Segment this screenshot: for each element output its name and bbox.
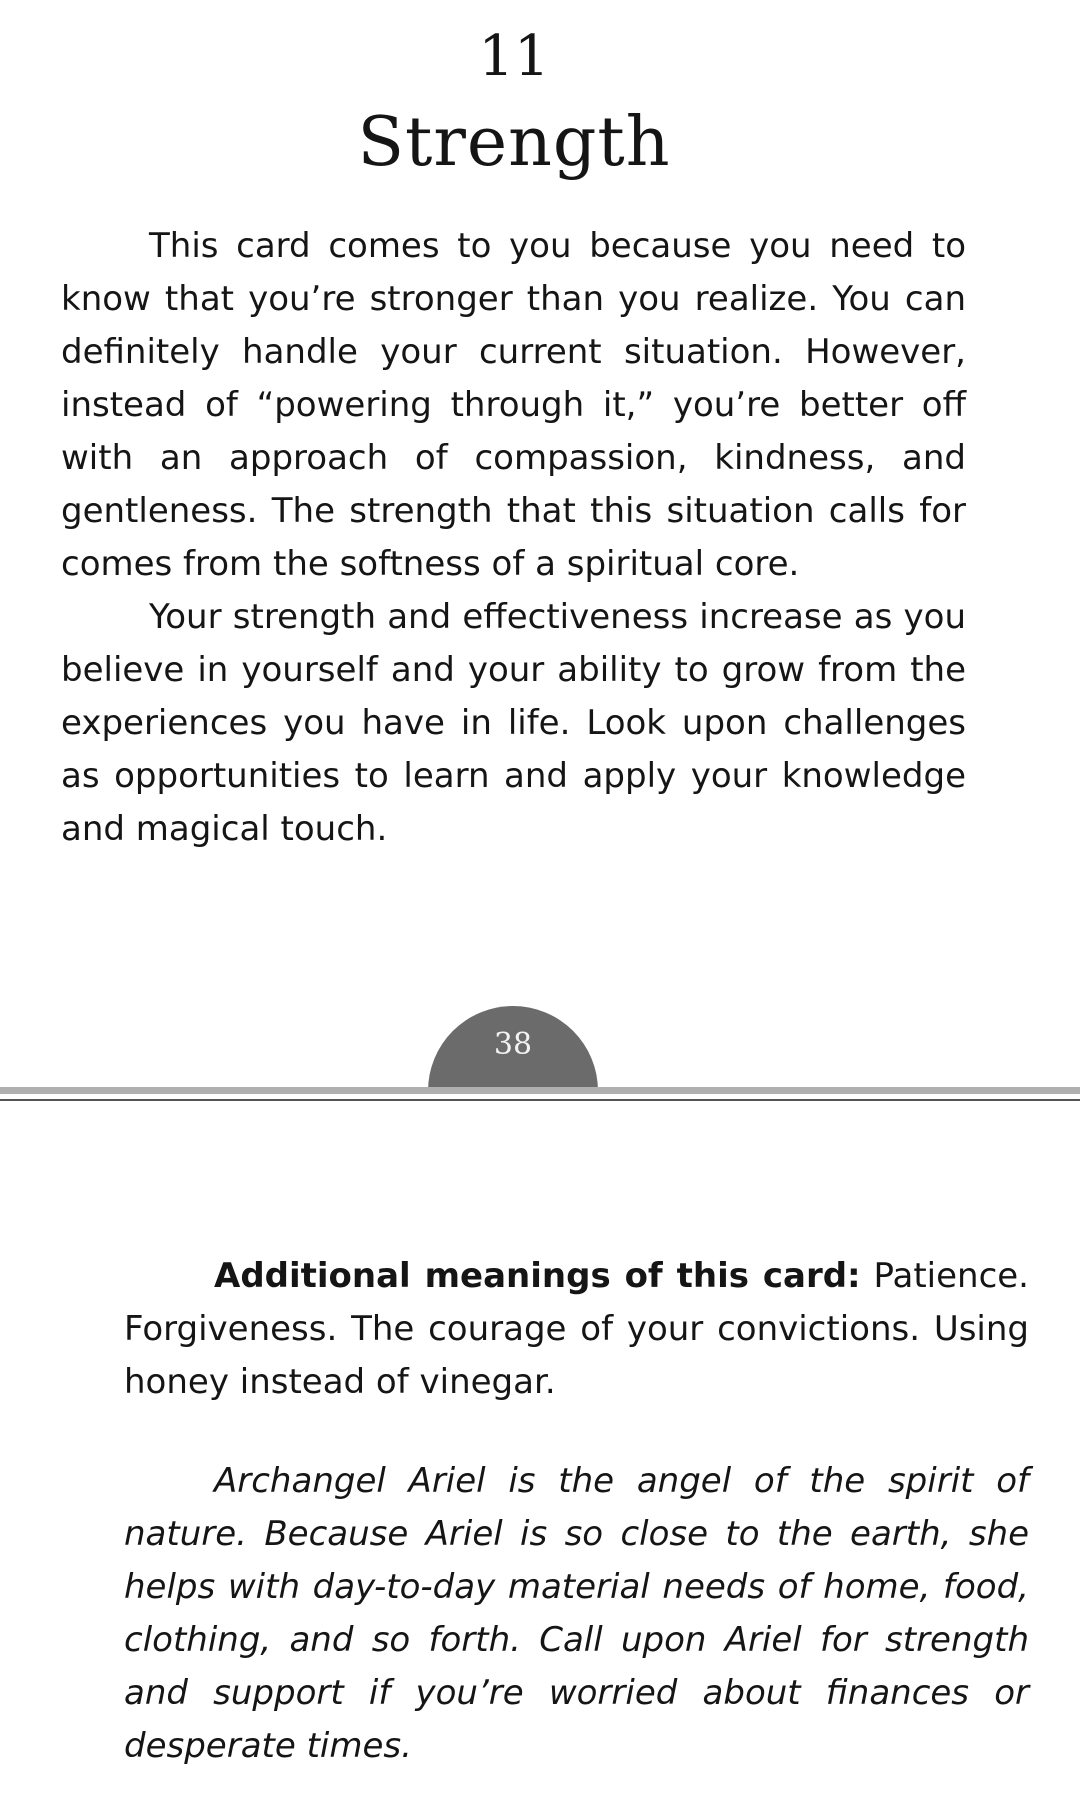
upper-page-text xyxy=(61,220,966,856)
page-divider-thin xyxy=(0,1099,1080,1101)
additional-meanings-paragraph xyxy=(124,1250,1029,1409)
card-number: 11 xyxy=(478,24,550,89)
page-number-badge: 38 xyxy=(428,1006,598,1091)
additional-meanings-text: Patience. Forgiveness. The courage of your convictions. Using honey instead of vinegar. xyxy=(124,1256,1029,1402)
paragraph-card-message: This card comes to you because you need to know that you’re stronger than you realize. You can definitely handle your current situation. However, instead of “powering through it,” you’re better off with an approach of compassion, kindness, and gentleness. The strength that this situation calls for comes from the softness of a spiritual core. xyxy=(61,226,966,584)
card-title: Strength xyxy=(357,103,671,182)
page-divider-thick xyxy=(0,1087,1080,1094)
archangel-paragraph: Archangel Ariel is the angel of the spirit of nature. Because Ariel is so close to the earth, she helps with day-to-day material needs of home, food, clothing, and so forth. Call upon Ariel for strength and support if you’re worried about finances or desperate times. xyxy=(124,1461,1029,1766)
additional-meanings-label: Additional meanings of this card: xyxy=(214,1256,861,1296)
paragraph-strength-growth: Your strength and effectiveness increase as you believe in yourself and your ability to grow from the experiences you have in life. Look upon challenges as opportunities to learn and apply your knowledge and magical touch. xyxy=(61,597,966,849)
